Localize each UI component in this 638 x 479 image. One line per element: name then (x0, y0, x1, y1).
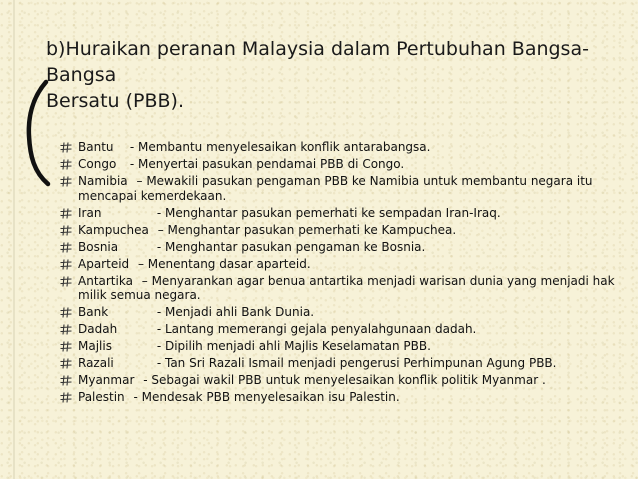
item-description: - Membantu menyelesaikan konflik antarabangsa. (129, 140, 431, 154)
hash-bullet-icon (60, 142, 72, 153)
item-term: Bank (78, 305, 109, 319)
item-term: Palestin (78, 390, 125, 404)
hash-bullet-icon (60, 208, 72, 219)
item-description: - Menyertai pasukan pendamai PBB di Congo. (129, 157, 405, 171)
item-term: Dadah (78, 322, 118, 336)
list-item (60, 305, 620, 320)
item-description: - Lantang memerangi gejala penyalahgunaan dadah. (156, 322, 477, 336)
hash-bullet-icon (60, 307, 72, 318)
item-term: Aparteid (78, 256, 130, 271)
hash-bullet-icon (60, 225, 72, 236)
item-description: - Menghantar pasukan pengaman ke Bosnia. (156, 239, 426, 254)
hash-bullet-icon (60, 375, 72, 386)
hash-bullet-icon (60, 324, 72, 335)
list-item (60, 274, 620, 303)
hash-bullet-icon (60, 259, 72, 270)
list-item (60, 257, 620, 272)
hash-bullet-icon (60, 176, 72, 187)
hash-bullet-icon (60, 392, 72, 403)
item-term: Antartika (78, 273, 133, 288)
item-term: Kampuchea (78, 222, 149, 237)
item-term: Bantu (78, 140, 114, 154)
list-item (60, 356, 620, 371)
list-item (60, 390, 620, 405)
item-description: – Menyarankan agar benua antartika menjadi warisan dunia yang menjadi hak milik semua negara. (78, 273, 619, 302)
slide-title (46, 36, 626, 114)
hash-bullet-icon (60, 276, 72, 287)
hash-bullet-icon (60, 242, 72, 253)
item-term: Namibia (78, 174, 128, 188)
title-line-2: Bersatu (PBB). (46, 90, 185, 112)
item-term: Bosnia (78, 239, 119, 254)
list-item (60, 206, 620, 221)
list-item (60, 174, 620, 203)
list-item (60, 223, 620, 238)
hash-bullet-icon (60, 358, 72, 369)
item-term: Myanmar (78, 373, 135, 387)
item-term: Majlis (78, 339, 112, 353)
item-description: - Dipilih menjadi ahli Majlis Keselamatan PBB. (156, 339, 431, 353)
item-description: – Menentang dasar aparteid. (137, 256, 311, 271)
hash-bullet-icon (60, 341, 72, 352)
item-description: - Tan Sri Razali Ismail menjadi pengerusi Perhimpunan Agung PBB. (156, 356, 557, 370)
list-item (60, 373, 620, 388)
item-description: - Mendesak PBB menyelesaikan isu Palestin. (133, 390, 400, 404)
item-term: Congo (78, 157, 117, 171)
item-description: - Menghantar pasukan pemerhati ke sempadan Iran-Iraq. (156, 205, 501, 220)
item-description: - Sebagai wakil PBB untuk menyelesaikan konflik politik Myanmar . (143, 373, 546, 387)
item-term: Iran (78, 205, 102, 220)
list-item (60, 322, 620, 337)
list-item (60, 157, 620, 172)
item-description: – Mewakili pasukan pengaman PBB ke Namibia untuk membantu negara itu mencapai kemerdekaan. (78, 174, 597, 203)
hash-bullet-icon (60, 159, 72, 170)
item-description: – Menghantar pasukan pemerhati ke Kampuchea. (157, 222, 457, 237)
title-line-1: b)Huraikan peranan Malaysia dalam Pertubuhan Bangsa-Bangsa (46, 38, 589, 86)
list-item (60, 339, 620, 354)
item-term: Razali (78, 356, 114, 370)
left-margin-rule (0, 0, 24, 479)
list-item (60, 240, 620, 255)
bullet-list (60, 140, 620, 407)
list-item (60, 140, 620, 155)
item-description: - Menjadi ahli Bank Dunia. (156, 305, 315, 319)
